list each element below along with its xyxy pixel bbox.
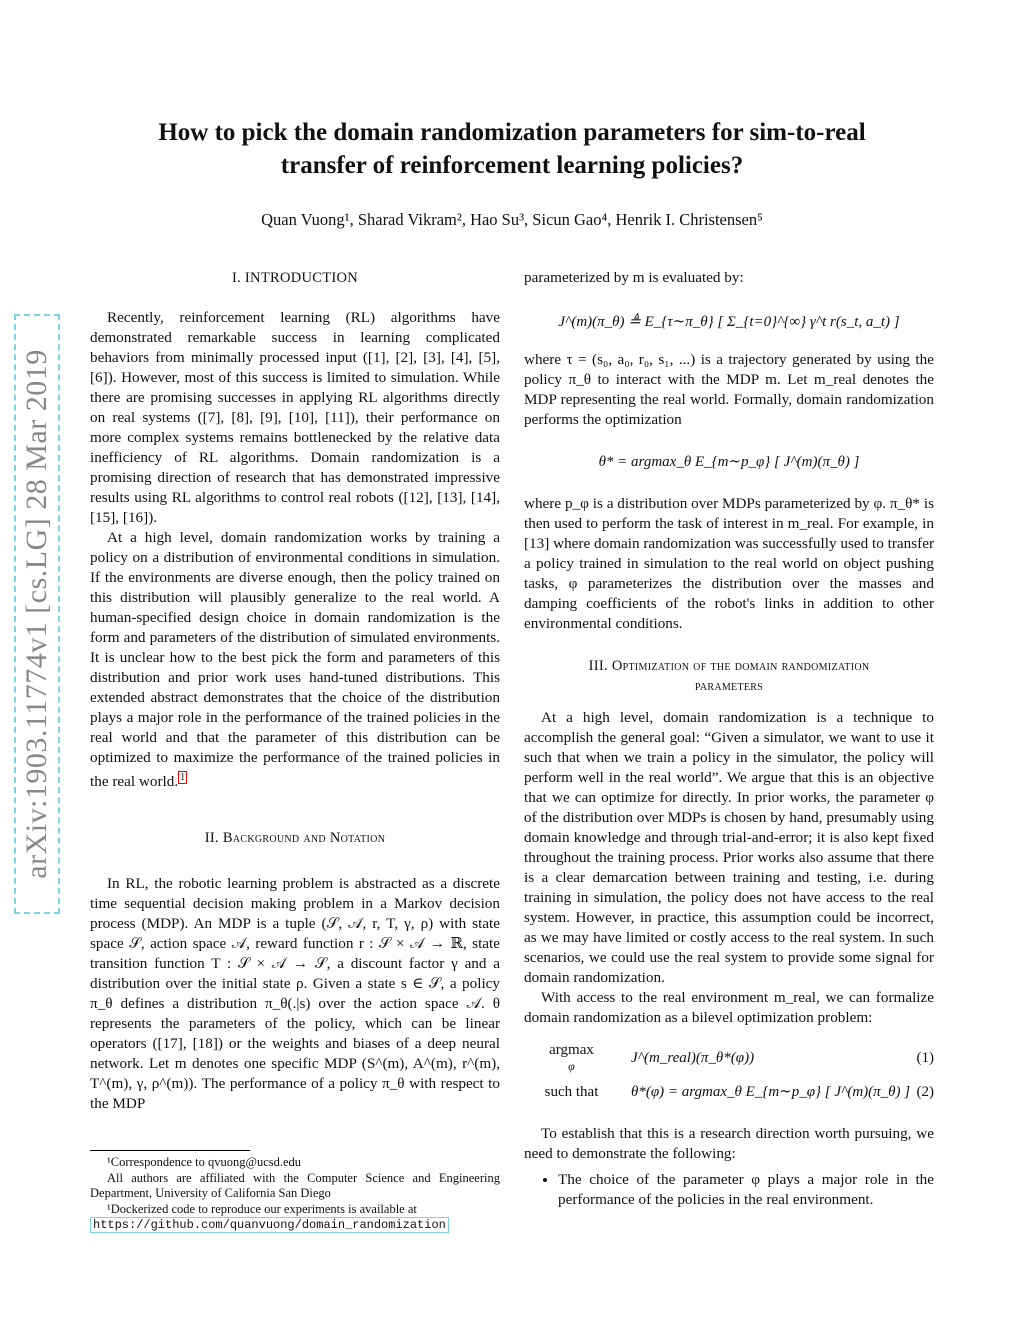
footnote-correspondence: ¹Correspondence to qvuong@ucsd.edu [107, 1155, 302, 1169]
section-optimization-heading-1: III. Optimization of the domain randomization [588, 658, 870, 674]
section-introduction-heading: I. INTRODUCTION [231, 270, 359, 286]
section-optimization-heading-2: parameters [694, 678, 764, 694]
authors: Quan Vuong¹, Sharad Vikram², Hao Su³, Sicun Gao⁴, Henrik I. Christensen⁵ [261, 210, 763, 229]
performance-equation: J^(m)(π_θ) ≜ E_{τ∼π_θ} [ Σ_{t=0}^{∞} γ^t r(s_t, a_t) ] [558, 314, 900, 330]
establish-paragraph: To establish that this is a research direction worth pursuing, we need to demonstrate the following: [524, 1125, 934, 1162]
eval-sentence: parameterized by m is evaluated by: [524, 269, 744, 286]
eq1-argmax: argmax [549, 1042, 594, 1058]
title-line-1: How to pick the domain randomization parameters for sim-to-real [158, 119, 866, 146]
footnotes [90, 1150, 500, 1234]
background-paragraph: In RL, the robotic learning problem is abstracted as a discrete time sequential decision making problem in a Markov decision process (MDP). An MDP is a tuple (𝒮, 𝒜, r, T, γ, ρ) with state space 𝒮, action space 𝒜, reward function r : 𝒮 × 𝒜 → ℝ, state transition function T : 𝒮 × 𝒜 → 𝒮, a discount factor γ and a distribution over the initial state ρ. Given a state s ∈ 𝒮, a policy π_θ defines a distribution π_θ(.|s) over the action space 𝒜. θ represents the parameters of the policy, which can be linear operators ([17], [18]) or the weights and biases of a deep neural network. Let m denotes one specific MDP (S^(m), A^(m), r^(m), T^(m), γ, ρ^(m)). The performance of a policy π_θ with respect to the MDP [90, 875, 500, 1113]
requirement-list [524, 1170, 934, 1210]
eq2-number: (2) [916, 1084, 934, 1100]
left-column [90, 268, 500, 1114]
title-line-2: transfer of reinforcement learning policies? [280, 152, 744, 179]
trajectory-paragraph: where τ = (s₀, a₀, r₀, s₁, ...) is a trajectory generated by using the policy π_θ to interact with the MDP m. Let m_real denotes the MDP representing the real world. Formally, domain randomization performs the optimization [524, 351, 934, 428]
distribution-paragraph: where p_φ is a distribution over MDPs parameterized by φ. π_θ* is then used to perform the task of interest in m_real. For example, in [13] where domain randomization was successfully used to transfer a policy trained in simulation to the real world on object pushing tasks, φ parameterizes the distribution over the masses and damping coefficients of the robot's links in addition to other environmental conditions. [524, 495, 934, 632]
section-background-heading: II. Background and Notation [204, 830, 386, 847]
optimization-paragraph: At a high level, domain randomization is a technique to accomplish the general goal: “Given a simulator, we want to use it such that when we train a policy in the simulator, the policy will perform well in the real world”. We argue that this is an objective that we can optimize for directly. In prior works, the parameter φ of the distribution over MDPs is chosen by hand, presumably using domain knowledge and through trial-and-error; it is also kept fixed throughout the training process. Prior works also assume that there is a clear demarcation between training and testing, i.e. during training in simulation, the policy does not have access to the real system. However, in practice, this assumption could be incorrect, as we may have limited or costly access to the real system. In such scenarios, we could use the real system to provide some signal for domain randomization. [524, 709, 934, 986]
eq2-body: θ*(φ) = argmax_θ E_{m∼p_φ} [ J^(m)(π_θ) ] [631, 1084, 911, 1100]
optimization-equation: θ* = argmax_θ E_{m∼p_φ} [ J^(m)(π_θ) ] [598, 454, 860, 470]
eq1-number: (1) [916, 1050, 934, 1066]
bilevel-paragraph: With access to the real environment m_real, we can formalize domain randomization as a bilevel optimization problem: [524, 989, 934, 1026]
intro-paragraph-1: Recently, reinforcement learning (RL) algorithms have demonstrated remarkable success in learning complicated behaviors from minimally processed input ([1], [2], [3], [4], [5], [6]). However, most of this success is limited to simulation. While there are promising successes in applying RL algorithms directly on real systems ([7], [8], [9], [10], [11]), their performance on more complex systems remains bottlenecked by the relative data inefficiency of RL algorithms. Domain randomization is a promising direction of research that has demonstrated impressive results using RL algorithms to control real robots ([12], [13], [14], [15], [16]). [90, 309, 500, 526]
github-link[interactable]: https://github.com/quanvuong/domain_randomization [90, 1217, 449, 1233]
footnote-code: ¹Dockerized code to reproduce our experiments is available at [107, 1201, 417, 1216]
eq2-such-that: such that [544, 1084, 599, 1100]
arxiv-stamp[interactable] [14, 314, 60, 914]
equation-2 [524, 1082, 934, 1102]
footnote-affiliation: All authors are affiliated with the Computer Science and Engineering Department, University of California San Diego [90, 1170, 500, 1200]
equation-1 [524, 1042, 934, 1074]
eq1-subscript: φ [568, 1059, 575, 1073]
eq1-body: J^(m_real)(π_θ*(φ)) [631, 1050, 755, 1066]
requirement-item: • The choice of the parameter φ plays a major role in the performance of the policies in the real environment. [558, 1170, 934, 1210]
arxiv-stamp-text[interactable]: arXiv:1903.11774v1 [cs.LG] 28 Mar 2019 [14, 314, 60, 914]
footnote-link[interactable]: 1 [180, 772, 186, 783]
right-column [524, 268, 934, 1210]
paper-title [60, 116, 964, 182]
intro-paragraph-2: At a high level, domain randomization works by training a policy on a distribution of environmental conditions in simulation. If the environments are diverse enough, then the policy trained on this distribution will plausibly generalize to the real world. A human-specified design choice in domain randomization is the form and parameters of the distribution of simulated environments. It is unclear how to the best pick the form and parameters of this distribution and prior work uses hand-tuned distributions. This extended abstract demonstrates that the choice of the distribution plays a major role in the performance of the trained policies in the real world and that the parameter of this distribution can be optimized to maximize the performance of the trained policies in the real world. $^1$ [90, 529, 500, 791]
